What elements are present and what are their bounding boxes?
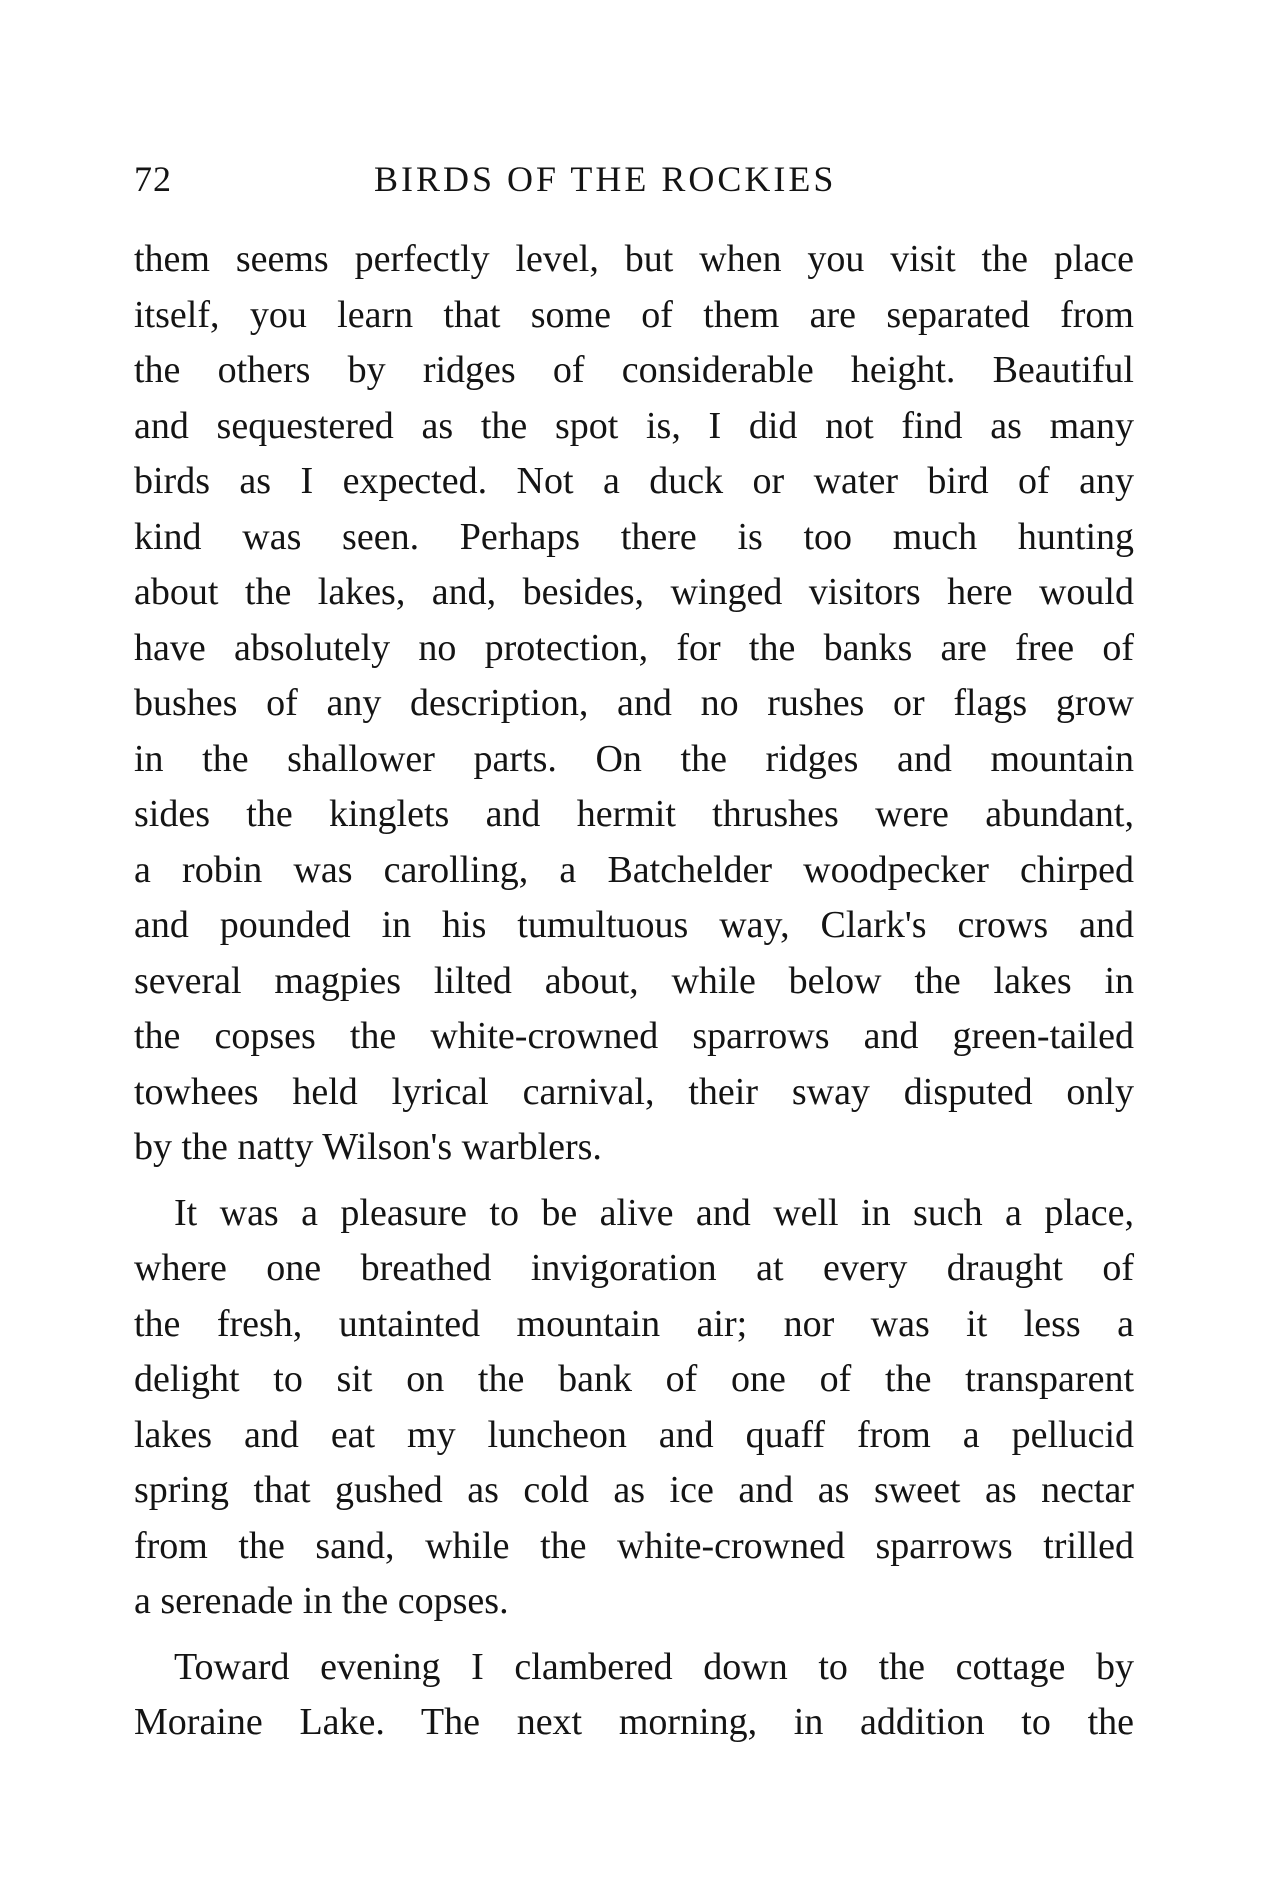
text-line: lakes and eat my luncheon and quaff from a pellucid — [134, 1413, 1134, 1456]
text-line: and pounded in his tumultuous way, Clark's crows and — [134, 904, 1134, 946]
text-line: spring that gushed as cold as ice and as sweet as nectar — [134, 1469, 1134, 1511]
text-line: the copses the white-crowned sparrows and green-tailed — [134, 1015, 1134, 1057]
page-number: 72 — [134, 159, 172, 199]
text-line: in the shallower parts. On the ridges and mountain — [134, 737, 1134, 780]
text-line: Moraine Lake. The next morning, in addition to the — [134, 1701, 1134, 1743]
text-line: where one breathed invigoration at every draught of — [134, 1247, 1134, 1289]
paragraph-2 — [134, 1186, 1134, 1630]
text-line: have absolutely no protection, for the banks are free of — [134, 626, 1134, 669]
text-line: kind was seen. Perhaps there is too much hunting — [134, 515, 1134, 558]
running-head — [134, 158, 1134, 206]
text-line: birds as I expected. Not a duck or water bird of any — [134, 460, 1134, 502]
paragraph-1 — [134, 232, 1134, 1176]
text-line: them seems perfectly level, but when you visit the place — [134, 238, 1134, 280]
text-line: sides the kinglets and hermit thrushes were abundant, — [134, 793, 1134, 835]
running-title: BIRDS OF THE ROCKIES — [374, 159, 837, 199]
paragraph-3 — [134, 1640, 1134, 1751]
body-text — [134, 232, 1134, 1751]
text-line: itself, you learn that some of them are separated from — [134, 293, 1134, 336]
text-line: from the sand, while the white-crowned sparrows trilled — [134, 1524, 1134, 1567]
text-line: a serenade in the copses. — [134, 1580, 509, 1622]
text-line: Toward evening I clambered down to the cottage by — [174, 1645, 1134, 1688]
text-line: several magpies lilted about, while below the lakes in — [134, 959, 1134, 1002]
paragraph-gap — [134, 1630, 1134, 1640]
text-line: about the lakes, and, besides, winged visitors here would — [134, 571, 1134, 613]
text-line: by the natty Wilson's warblers. — [134, 1126, 602, 1168]
text-line: the fresh, untainted mountain air; nor was it less a — [134, 1302, 1134, 1345]
text-line: It was a pleasure to be alive and well in such a place, — [174, 1191, 1134, 1234]
text-line: towhees held lyrical carnival, their sway disputed only — [134, 1070, 1134, 1113]
text-line: the others by ridges of considerable height. Beautiful — [134, 349, 1134, 391]
text-line: and sequestered as the spot is, I did not find as many — [134, 404, 1134, 447]
text-line: delight to sit on the bank of one of the transparent — [134, 1358, 1134, 1400]
text-line: a robin was carolling, a Batchelder woodpecker chirped — [134, 848, 1134, 891]
text-line: bushes of any description, and no rushes or flags grow — [134, 682, 1134, 724]
paragraph-gap — [134, 1176, 1134, 1186]
